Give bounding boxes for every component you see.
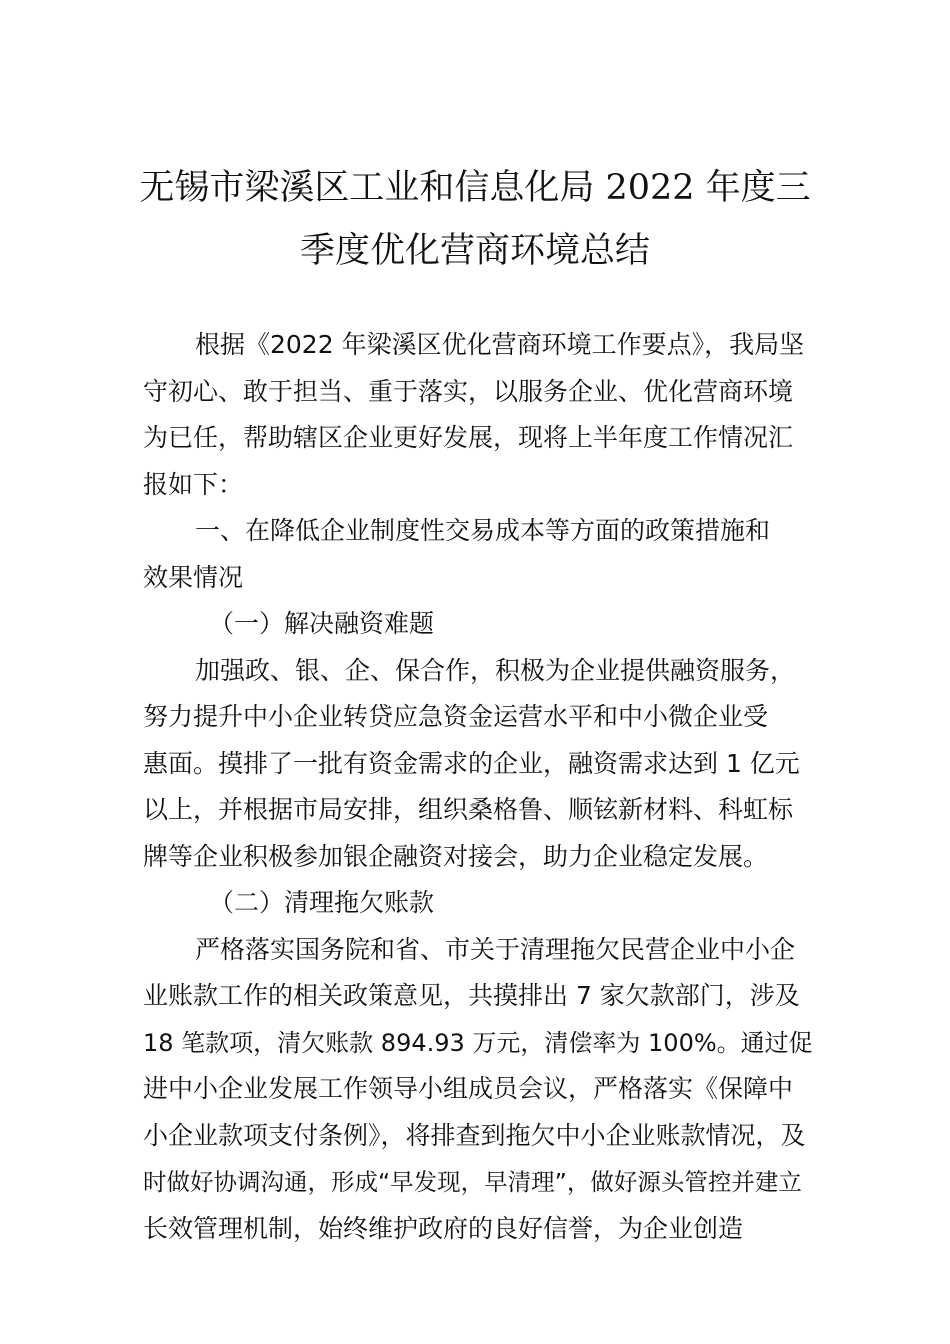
paragraph-line: 长效管理机制，始终维护政府的良好信誉，为企业创造 — [143, 1213, 744, 1243]
paragraph-line: 18 笔款项，清欠账款 894.93 万元，清偿率为 100%。通过促 — [143, 1028, 813, 1057]
paragraph-line: 牌等企业积极参加银企融资对接会，助力企业稳定发展。 — [143, 841, 769, 871]
paragraph-line: 时做好协调沟通，形成“早发现，早清理”，做好源头管控并建立 — [143, 1168, 802, 1196]
document-body — [143, 322, 813, 1252]
paragraph-line: 业账款工作的相关政策意见，共摸排出 7 家欠款部门，涉及 — [143, 981, 800, 1010]
section-heading-line: 效果情况 — [143, 562, 244, 592]
paragraph-line: 为已任，帮助辖区企业更好发展，现将上半年度工作情况汇 — [143, 423, 794, 452]
paragraph-line: 加强政、银、企、保合作，积极为企业提供融资服务， — [195, 655, 796, 685]
subsection-heading: （一）解决融资难题 — [209, 609, 435, 638]
paragraph-line: 小企业款项支付条例》，将排查到拖欠中小企业账款情况，及 — [143, 1120, 806, 1150]
paragraph-line: 守初心、敢于担当、重于落实，以服务企业、优化营商环境 — [143, 376, 794, 406]
paragraph-line: 进中小企业发展工作领导小组成员会议，严格落实《保障中 — [143, 1074, 794, 1103]
paragraph-line: 根据《2022 年梁溪区优化营商环境工作要点》，我局坚 — [195, 330, 805, 359]
document-title-line-1: 无锡市梁溪区工业和信息化局 2022 年度三 — [139, 168, 811, 208]
paragraph-line: 惠面。摸排了一批有资金需求的企业，融资需求达到 1 亿元 — [143, 748, 800, 778]
section-heading-line: 一、在降低企业制度性交易成本等方面的政策措施和 — [195, 516, 771, 545]
paragraph-line: 以上，并根据市局安排，组织桑格鲁、顺铉新材料、科虹标 — [143, 795, 794, 824]
subsection-heading: （二）清理拖欠账款 — [209, 888, 435, 917]
paragraph-line: 报如下： — [143, 469, 244, 499]
paragraph-line: 严格落实国务院和省、市关于清理拖欠民营企业中小企 — [195, 934, 796, 964]
document-title-line-2: 季度优化营商环境总结 — [299, 231, 650, 271]
paragraph-line: 努力提升中小企业转贷应急资金运营水平和中小微企业受 — [143, 702, 769, 731]
